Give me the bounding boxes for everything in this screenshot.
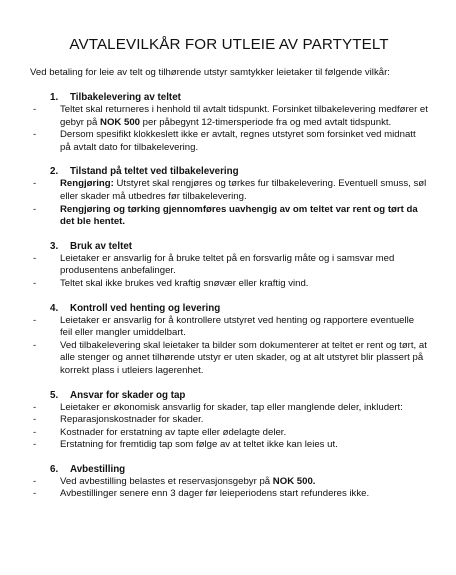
section-heading xyxy=(50,91,428,104)
text-run: Leietaker er økonomisk ansvarlig for skader, tap eller manglende deler, inkludert: xyxy=(60,401,403,413)
list-item-text xyxy=(60,315,428,340)
bullet-dash: - xyxy=(33,314,37,326)
section-number: 2. xyxy=(50,166,59,178)
text-run: Utstyret skal rengjøres og tørkes fur tilbakelevering. Eventuell smuss, søl eller skader må utbedres før tilbakelevering. xyxy=(60,178,427,202)
list-item-text xyxy=(60,427,428,440)
list-item xyxy=(30,204,428,229)
list-item xyxy=(30,315,428,340)
section-title: Avbestilling xyxy=(70,463,126,475)
section-heading xyxy=(50,389,428,402)
text-run: Teltet skal returneres i henhold til avtalt tidspunkt. Forsinket tilbakelevering medfører et gebyr på xyxy=(60,104,428,128)
list-item-text xyxy=(60,414,428,427)
term-section xyxy=(30,240,428,291)
section-number: 6. xyxy=(50,463,59,475)
list-item-text xyxy=(60,104,428,129)
list-item-text xyxy=(60,129,428,154)
terms-list xyxy=(30,91,428,501)
text-run: Leietaker er ansvarlig for å kontrollere utstyret ved henting og rapportere eventuelle feil eller mangler umiddelbart. xyxy=(60,314,415,339)
list-item xyxy=(30,178,428,203)
term-section xyxy=(30,91,428,154)
list-item xyxy=(30,340,428,378)
bullet-dash: - xyxy=(33,426,37,438)
list-item-text xyxy=(60,476,428,489)
text-run: Teltet skal ikke brukes ved kraftig snøvær eller kraftig vind. xyxy=(60,277,309,289)
section-heading xyxy=(50,240,428,253)
bullet-dash: - xyxy=(33,475,37,487)
text-run: Avbestillinger senere enn 3 dager før leieperiodens start refunderes ikke. xyxy=(60,488,370,500)
list-item-text xyxy=(60,278,428,291)
list-item xyxy=(30,129,428,154)
text-run: Erstatning for fremtidig tap som følge av at teltet ikke kan leies ut. xyxy=(60,439,338,451)
section-number: 1. xyxy=(50,92,59,103)
list-item xyxy=(30,427,428,440)
bullet-dash: - xyxy=(33,401,37,413)
section-number: 5. xyxy=(50,389,59,401)
term-section xyxy=(30,302,428,378)
text-run: Dersom spesifikt klokkeslett ikke er avtalt, regnes utstyret som forsinket ved midnatt på avtalt dato for tilbakelevering. xyxy=(60,129,416,153)
text-run: Reparasjonskostnader for skader. xyxy=(60,414,204,426)
list-item-text xyxy=(60,439,428,452)
bold-text: NOK 500 xyxy=(100,116,141,128)
list-item xyxy=(30,439,428,452)
list-item xyxy=(30,414,428,427)
bullet-dash: - xyxy=(33,277,37,289)
bullet-dash: - xyxy=(33,439,37,451)
section-number: 4. xyxy=(50,302,59,314)
section-title: Bruk av teltet xyxy=(70,240,133,252)
bold-text: Rengjøring og tørking gjennomføres uavhengig av om teltet var rent og tørt da det ble hentet. xyxy=(60,203,418,228)
list-item xyxy=(30,104,428,129)
term-section xyxy=(30,463,428,501)
bullet-dash: - xyxy=(33,414,37,426)
list-item-text xyxy=(60,488,428,501)
section-number: 3. xyxy=(50,240,59,252)
bullet-dash: - xyxy=(33,488,37,500)
bullet-dash: - xyxy=(33,178,37,190)
document-title: AVTALEVILKÅR FOR UTLEIE AV PARTYTELT xyxy=(69,36,389,53)
bullet-dash: - xyxy=(33,339,37,351)
list-item-text xyxy=(60,253,428,278)
term-section xyxy=(30,389,428,452)
list-item-text xyxy=(60,402,428,415)
section-heading xyxy=(50,463,428,476)
bullet-dash: - xyxy=(33,203,37,215)
text-run: Ved avbestilling belastes et reservasjonsgebyr på xyxy=(60,475,273,487)
bullet-dash: - xyxy=(33,104,37,115)
intro-text: Ved betaling for leie av telt og tilhørende utstyr samtykker leietaker til følgende vilkår: xyxy=(30,67,390,78)
bullet-dash: - xyxy=(33,129,37,141)
section-title: Ansvar for skader og tap xyxy=(70,389,186,401)
bold-text: NOK 500. xyxy=(272,475,316,487)
list-item xyxy=(30,278,428,291)
text-run: Leietaker er ansvarlig for å bruke teltet på en forsvarlig måte og i samsvar med produsentens anbefalinger. xyxy=(60,252,395,277)
list-item xyxy=(30,253,428,278)
text-run: per påbegynt 12-timersperiode fra og med avtalt tidspunkt. xyxy=(140,116,392,128)
list-item xyxy=(30,402,428,415)
bullet-dash: - xyxy=(33,252,37,264)
bold-text: Rengjøring: xyxy=(60,178,114,190)
list-item-text xyxy=(60,204,428,229)
section-title: Tilbakelevering av teltet xyxy=(70,92,181,103)
list-item xyxy=(30,488,428,501)
section-title: Kontroll ved henting og levering xyxy=(70,302,221,314)
text-run: Kostnader for erstatning av tapte eller ødelagte deler. xyxy=(60,426,287,438)
list-item-text xyxy=(60,340,428,378)
text-run: Ved tilbakelevering skal leietaker ta bilder som dokumenterer at teltet er rent og tørt, at alle stenger og annet tilhørende utstyr er uten skader, og at alt utstyret blir plassert på korrekt plass i utleiers lagerenhet. xyxy=(60,339,427,376)
list-item-text xyxy=(60,178,428,203)
section-title: Tilstand på teltet ved tilbakelevering xyxy=(70,166,239,178)
term-section xyxy=(30,165,428,228)
list-item xyxy=(30,476,428,489)
section-heading xyxy=(50,165,428,178)
section-heading xyxy=(50,302,428,315)
